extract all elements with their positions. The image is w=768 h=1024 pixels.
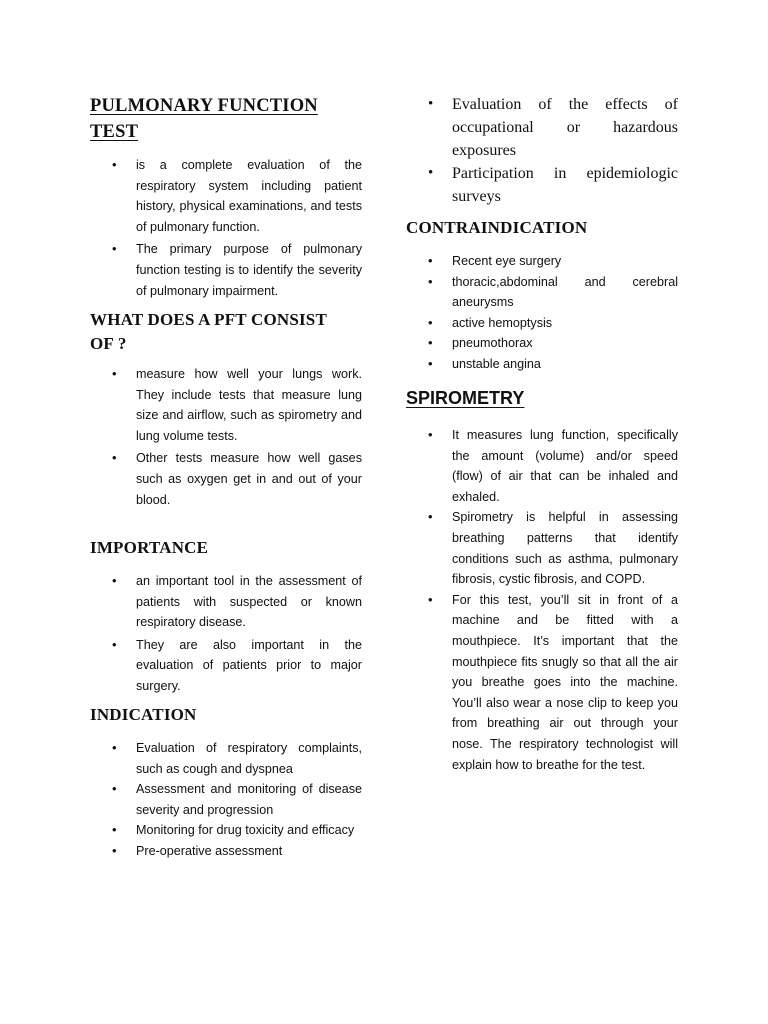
list-item: • pneumothorax <box>406 333 678 354</box>
list-item: • Recent eye surgery <box>406 251 678 272</box>
list-item: • Monitoring for drug toxicity and efficacy <box>90 820 362 841</box>
list-item: • thoracic,abdominal and cerebral aneurysms <box>406 272 678 313</box>
contraindication-heading: CONTRAINDICATION <box>406 218 588 237</box>
importance-list <box>90 571 362 697</box>
continued-list <box>406 93 678 208</box>
list-item: • Evaluation of respiratory complaints, such as cough and dyspnea <box>90 738 362 779</box>
list-item: • The primary purpose of pulmonary function testing is to identify the severity of pulmonary impairment. <box>90 239 362 301</box>
consist-list <box>90 364 362 510</box>
list-item: • measure how well your lungs work. They include tests that measure lung size and airflow, such as spirometry and lung volume tests. <box>90 364 362 446</box>
indication-list <box>90 738 362 862</box>
page-title: PULMONARY FUNCTION TEST <box>90 96 318 142</box>
list-item: • It measures lung function, specifically the amount (volume) and/or speed (flow) of air that can be inhaled and exhaled. <box>406 425 678 507</box>
list-item: • active hemoptysis <box>406 313 678 334</box>
list-item: • unstable angina <box>406 354 678 375</box>
list-item: • Other tests measure how well gases such as oxygen get in and out of your blood. <box>90 448 362 510</box>
list-item: • Pre-operative assessment <box>90 841 362 862</box>
spirometry-list <box>406 425 678 775</box>
list-item: • Participation in epidemiologic surveys <box>406 162 678 208</box>
list-item: • Assessment and monitoring of disease severity and progression <box>90 779 362 820</box>
consist-heading: WHAT DOES A PFT CONSIST OF ? <box>90 310 327 353</box>
list-item: • Spirometry is helpful in assessing breathing patterns that identify conditions such as asthma, pulmonary fibrosis, cystic fibrosis, and COPD. <box>406 507 678 589</box>
indication-heading: INDICATION <box>90 705 197 724</box>
importance-heading: IMPORTANCE <box>90 538 209 557</box>
spirometry-heading: SPIROMETRY <box>406 388 525 408</box>
intro-list <box>90 155 362 301</box>
list-item: • For this test, you’ll sit in front of a machine and be fitted with a mouthpiece. It’s important that the mouthpiece fits snugly so that all the air you breathe goes into the machine. You’ll also wear a nose clip to keep you from breathing air out through your nose. The respiratory technologist will explain how to breathe for the test. <box>406 590 678 775</box>
list-item: • They are also important in the evaluation of patients prior to major surgery. <box>90 635 362 697</box>
list-item: • is a complete evaluation of the respiratory system including patient history, physical examinations, and tests of pulmonary function. <box>90 155 362 237</box>
list-item: • Evaluation of the effects of occupational or hazardous exposures <box>406 93 678 162</box>
list-item: • an important tool in the assessment of patients with suspected or known respiratory disease. <box>90 571 362 633</box>
contraindication-list <box>406 251 678 375</box>
